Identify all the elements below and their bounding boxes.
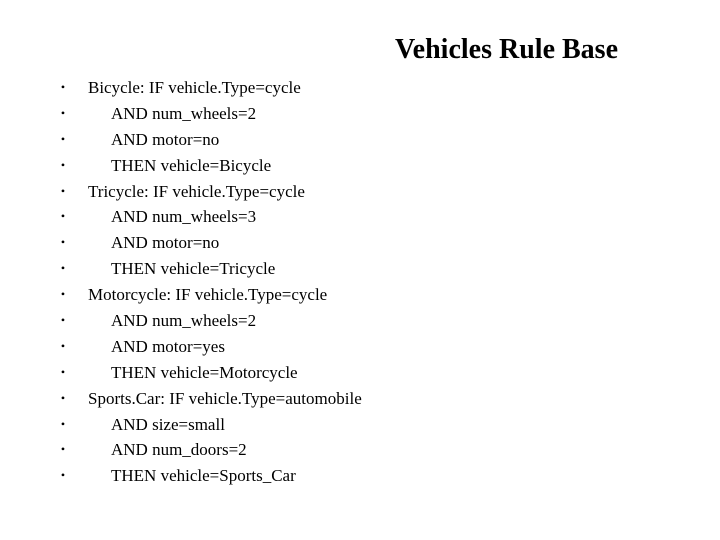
rule-line-text: AND motor=no	[111, 129, 220, 149]
bullet-icon: •	[60, 235, 66, 250]
rule-line	[0, 386, 720, 412]
rule-line-text: AND num_doors=2	[111, 440, 247, 460]
rule-line-text: Sports.Car: IF vehicle.Type=automobile	[88, 388, 362, 408]
bullet-icon: •	[60, 313, 66, 328]
bullet-icon: •	[60, 338, 66, 353]
rule-line	[0, 256, 720, 282]
rule-line	[0, 179, 720, 205]
slide-title: Vehicles Rule Base	[395, 34, 618, 65]
rule-line	[0, 282, 720, 308]
bullet-icon: •	[60, 209, 66, 224]
rule-line	[0, 412, 720, 438]
bullet-icon: •	[60, 80, 66, 94]
rule-line-text: Tricycle: IF vehicle.Type=cycle	[88, 181, 305, 201]
rule-line-text: AND num_wheels=2	[111, 311, 257, 331]
rule-line	[0, 308, 720, 334]
rule-line	[0, 230, 720, 256]
bullet-icon: •	[60, 131, 66, 146]
bullet-icon: •	[60, 390, 66, 405]
bullet-icon: •	[60, 364, 66, 379]
rule-line	[0, 127, 720, 153]
bullet-icon: •	[60, 442, 66, 457]
rule-line-text: THEN vehicle=Sports_Car	[111, 466, 296, 486]
rule-line-text: THEN vehicle=Motorcycle	[111, 362, 298, 382]
rule-line-text: AND motor=yes	[111, 336, 225, 356]
rule-line	[0, 75, 720, 101]
rule-line-text: Motorcycle: IF vehicle.Type=cycle	[88, 285, 328, 305]
bullet-icon: •	[60, 183, 66, 198]
bullet-icon: •	[60, 105, 66, 120]
rule-line	[0, 204, 720, 230]
rule-line-text: AND motor=no	[111, 233, 220, 253]
rule-line-text: THEN vehicle=Tricycle	[111, 259, 276, 279]
rule-line	[0, 463, 720, 489]
rule-line-text: Bicycle: IF vehicle.Type=cycle	[88, 78, 301, 97]
rule-line	[0, 153, 720, 179]
rule-line-text: THEN vehicle=Bicycle	[111, 155, 272, 175]
bullet-icon: •	[60, 157, 66, 172]
bullet-icon: •	[60, 416, 66, 431]
rule-line-text: AND size=small	[111, 414, 225, 434]
rule-list	[0, 75, 720, 489]
rule-line	[0, 360, 720, 386]
rule-line	[0, 437, 720, 463]
rule-line-text: AND num_wheels=2	[111, 103, 257, 123]
bullet-icon: •	[60, 261, 66, 276]
bullet-icon: •	[60, 468, 66, 483]
rule-line	[0, 101, 720, 127]
bullet-icon: •	[60, 287, 66, 302]
rule-line-text: AND num_wheels=3	[111, 207, 257, 227]
rule-line	[0, 334, 720, 360]
